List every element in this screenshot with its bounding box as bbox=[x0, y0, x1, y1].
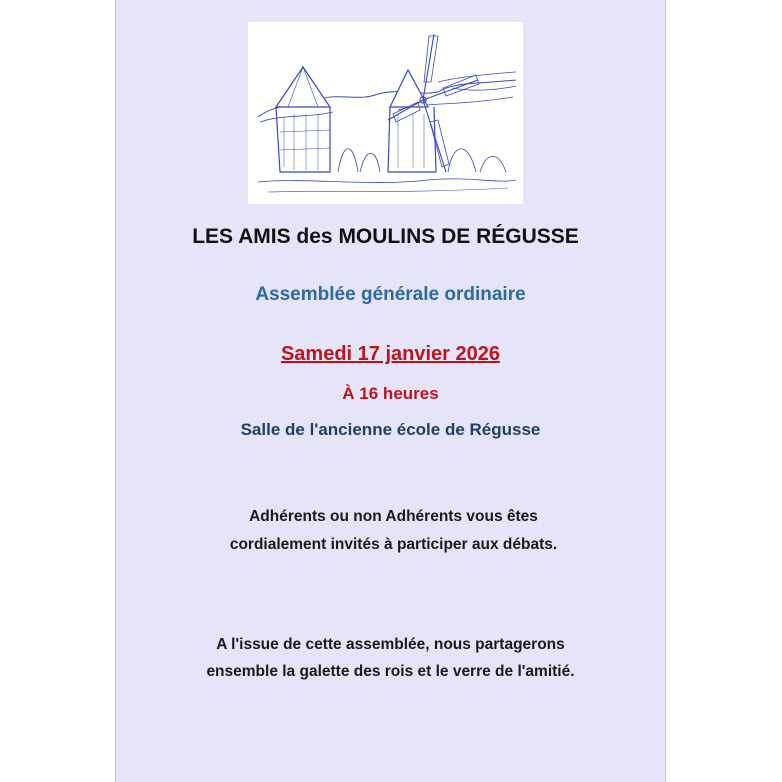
windmill-sketch-icon bbox=[248, 22, 523, 204]
event-date: Samedi 17 janvier 2026 bbox=[280, 343, 501, 365]
event-subtitle: Assemblée générale ordinaire bbox=[255, 284, 526, 305]
event-venue: Salle de l'ancienne école de Régusse bbox=[240, 420, 541, 439]
closing-line-1: A l'issue de cette assemblée, nous partagerons bbox=[216, 636, 565, 653]
invitation-line-1: Adhérents ou non Adhérents vous êtes bbox=[249, 508, 538, 525]
windmill-sketch-image bbox=[248, 22, 523, 204]
invitation-line-2: cordialement invités à participer aux débats. bbox=[229, 536, 558, 553]
closing-line-2: ensemble la galette des rois et le verre de l'amitié. bbox=[206, 663, 575, 680]
event-time: À 16 heures bbox=[342, 384, 439, 403]
page-title: LES AMIS des MOULINS DE RÉGUSSE bbox=[192, 225, 579, 248]
